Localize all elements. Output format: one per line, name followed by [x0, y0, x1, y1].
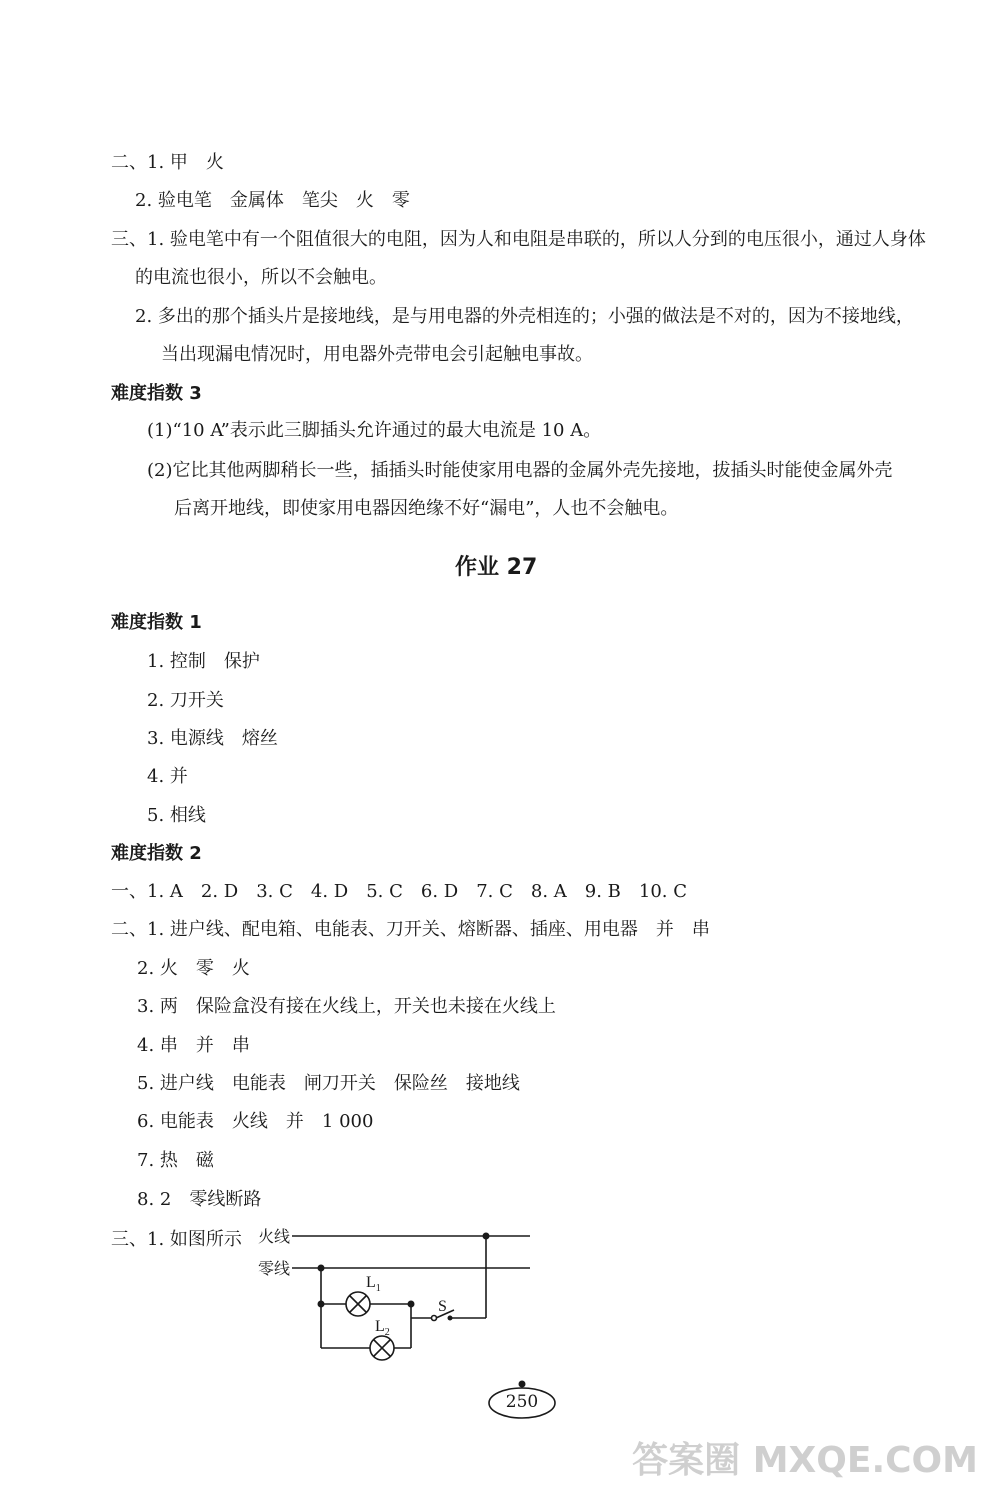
difficulty1-heading: 难度指数 1 [111, 612, 202, 633]
sec2-q2: 2. 验电笔 金属体 笔尖 火 零 [135, 190, 410, 211]
difficulty2-part2-item: 3. 两 保险盒没有接在火线上，开关也未接在火线上 [137, 996, 556, 1017]
switch-label: S [438, 1298, 447, 1315]
difficulty2-heading: 难度指数 2 [111, 843, 202, 864]
switch-contact [448, 1316, 453, 1321]
difficulty1-item: 1. 控制 保护 [147, 651, 260, 672]
difficulty2-part2-item: 6. 电能表 火线 并 1 000 [137, 1111, 374, 1132]
sec3-q1-line1: 三、1. 验电笔中有一个阻值很大的电阻，因为人和电阻是串联的，所以人分到的电压很小，通过人身体 [111, 229, 926, 250]
lamp-l1-label: $L_1$ [366, 1274, 381, 1294]
difficulty2-part2-q1: 二、1. 进户线、配电箱、电能表、刀开关、熔断器、插座、用电器 并 串 [111, 919, 710, 940]
sec3-q2-line1: 2. 多出的那个插头片是接地线，是与用电器的外壳相连的；小强的做法是不对的，因为不接地线， [135, 306, 914, 327]
assignment-title: 作业 27 [455, 555, 538, 580]
junction-dot [483, 1233, 490, 1240]
difficulty2-part3-q1: 三、1. 如图所示 [111, 1229, 242, 1250]
watermark: 答案圈 MXQE.COM [632, 1440, 978, 1481]
lamp-l2-label: $L_2$ [375, 1318, 390, 1338]
neutral-wire-label: 零线 [258, 1259, 291, 1278]
sec3-q1-line2: 的电流也很小，所以不会触电。 [135, 267, 387, 288]
junction-dot [318, 1265, 325, 1272]
difficulty3-answer2-line2: 后离开地线，即使家用电器因绝缘不好“漏电”，人也不会触电。 [174, 498, 679, 519]
page-number: 250 [505, 1392, 539, 1412]
difficulty1-item: 4. 并 [147, 766, 188, 787]
difficulty2-part2-item: 4. 串 并 串 [137, 1035, 250, 1056]
difficulty3-answer2-line1: (2)它比其他两脚稍长一些，插插头时能使家用电器的金属外壳先接地，拔插头时能使金属外壳 [147, 460, 893, 481]
difficulty2-part2-item: 2. 火 零 火 [137, 958, 250, 979]
switch-contact [432, 1316, 437, 1321]
difficulty3-heading: 难度指数 3 [111, 383, 202, 404]
difficulty1-item: 2. 刀开关 [147, 690, 224, 711]
live-wire-label: 火线 [258, 1227, 291, 1246]
difficulty2-part2-item: 8. 2 零线断路 [137, 1189, 262, 1210]
difficulty2-part2-item: 5. 进户线 电能表 闸刀开关 保险丝 接地线 [137, 1073, 520, 1094]
difficulty1-item: 5. 相线 [147, 805, 206, 826]
difficulty3-answer1: (1)“10 A”表示此三脚插头允许通过的最大电流是 10 A。 [147, 420, 602, 441]
difficulty2-part1: 一、1. A 2. D 3. C 4. D 5. C 6. D 7. C 8. A 9. B 10. C [111, 881, 688, 902]
junction-dot [408, 1301, 415, 1308]
junction-dot [318, 1301, 325, 1308]
difficulty2-part2-item: 7. 热 磁 [137, 1150, 214, 1171]
sec3-q2-line2: 当出现漏电情况时，用电器外壳带电会引起触电事故。 [161, 344, 593, 365]
difficulty1-item: 3. 电源线 熔丝 [147, 728, 278, 749]
sec2-q1: 二、1. 甲 火 [111, 152, 224, 173]
